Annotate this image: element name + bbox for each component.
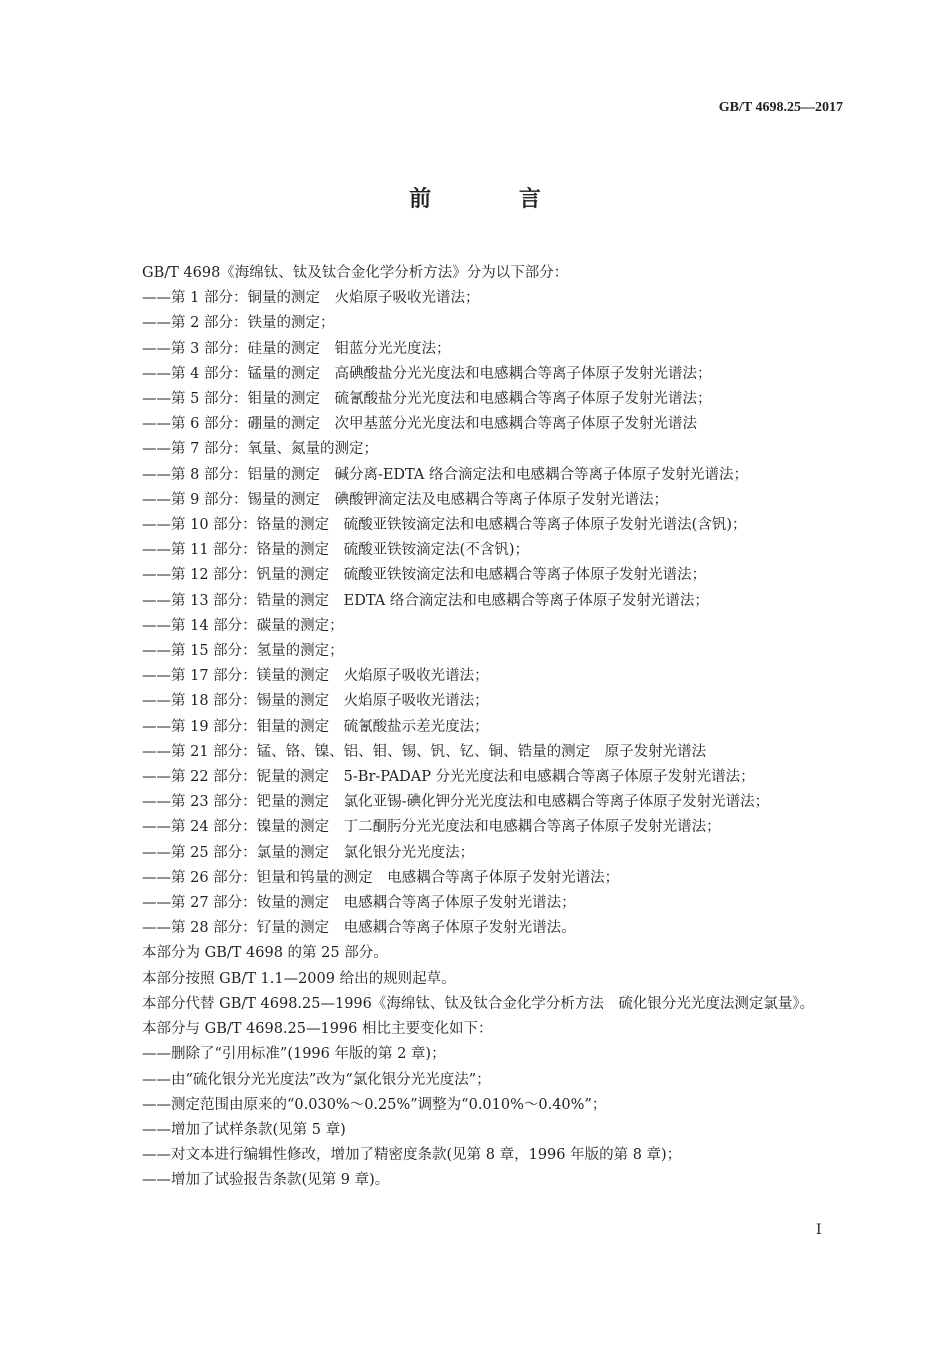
part-list-item: ——第 2 部分：铁量的测定； (142, 315, 335, 332)
part-list-item: ——第 27 部分：钕量的测定 电感耦合等离子体原子发射光谱法； (142, 895, 576, 912)
statement-drafting-rules: 本部分按照 GB/T 1.1—2009 给出的规则起草。 (142, 970, 456, 987)
intro-paragraph: GB/T 4698《海绵钛、钛及钛合金化学分析方法》分为以下部分： (142, 265, 569, 281)
change-list-item: ——由“硫化银分光光度法”改为“氯化银分光光度法”； (142, 1071, 491, 1088)
part-list-item: ——第 26 部分：钽量和钨量的测定 电感耦合等离子体原子发射光谱法； (142, 869, 620, 886)
part-list-item: ——第 8 部分：铝量的测定 碱分离-EDTA 络合滴定法和电感耦合等离子体原子发射光谱法； (142, 466, 749, 483)
part-list-item: ——第 5 部分：钼量的测定 硫氰酸盐分光光度法和电感耦合等离子体原子发射光谱法； (142, 391, 712, 408)
part-list-item: ——第 23 部分：钯量的测定 氯化亚锡-碘化钾分光光度法和电感耦合等离子体原子发射光谱法； (142, 794, 770, 811)
foreword-body (108, 261, 844, 1194)
statement-changes-intro: 本部分与 GB/T 4698.25—1996 相比主要变化如下： (142, 1021, 493, 1038)
changes-list (108, 1042, 844, 1193)
part-list-item: ——第 24 部分：镍量的测定 丁二酮肟分光光度法和电感耦合等离子体原子发射光谱法； (142, 819, 721, 836)
statement-replaces: 本部分代替 GB/T 4698.25—1996《海绵钛、钛及钛合金化学分析方法 硫化银分光光度法测定氯量》。 (142, 995, 815, 1012)
part-list-item: ——第 17 部分：镁量的测定 火焰原子吸收光谱法； (142, 668, 489, 685)
part-list-item: ——第 18 部分：锡量的测定 火焰原子吸收光谱法； (142, 693, 489, 710)
part-list-item: ——第 4 部分：锰量的测定 高碘酸盐分光光度法和电感耦合等离子体原子发射光谱法； (142, 365, 712, 382)
page-title: 前 言 (409, 186, 581, 212)
part-list-item: ——第 7 部分：氧量、氮量的测定； (142, 441, 378, 458)
part-list-item: ——第 25 部分：氯量的测定 氯化银分光光度法； (142, 844, 475, 861)
statement-part-number: 本部分为 GB/T 4698 的第 25 部分。 (142, 945, 388, 962)
part-list-item: ——第 13 部分：锆量的测定 EDTA 络合滴定法和电感耦合等离子体原子发射光谱法； (142, 592, 709, 609)
page-number: I (816, 1222, 822, 1238)
change-list-item: ——增加了试样条款(见第 5 章) (142, 1121, 346, 1138)
change-list-item: ——删除了“引用标准”(1996 年版的第 2 章)； (142, 1046, 446, 1063)
part-list-item: ——第 12 部分：钒量的测定 硫酸亚铁铵滴定法和电感耦合等离子体原子发射光谱法； (142, 567, 707, 584)
change-list-item: ——测定范围由原来的“0.030%～0.25%”调整为“0.010%～0.40%”； (142, 1096, 607, 1113)
part-list-item: ——第 11 部分：铬量的测定 硫酸亚铁铵滴定法(不含钒)； (142, 542, 529, 559)
part-list-item: ——第 19 部分：钼量的测定 硫氰酸盐示差光度法； (142, 718, 489, 735)
part-list-item: ——第 9 部分：锡量的测定 碘酸钾滴定法及电感耦合等离子体原子发射光谱法； (142, 491, 668, 508)
part-list-item: ——第 6 部分：硼量的测定 次甲基蓝分光光度法和电感耦合等离子体原子发射光谱法 (142, 416, 697, 433)
parts-list (108, 286, 844, 941)
change-list-item: ——增加了试验报告条款(见第 9 章)。 (142, 1172, 390, 1189)
part-list-item: ——第 15 部分：氢量的测定； (142, 643, 344, 660)
part-list-item: ——第 1 部分：铜量的测定 火焰原子吸收光谱法； (142, 290, 480, 307)
change-list-item: ——对文本进行编辑性修改，增加了精密度条款(见第 8 章，1996 年版的第 8 章)； (142, 1147, 682, 1164)
part-list-item: ——第 21 部分：锰、铬、镍、铝、钼、锡、钒、钇、铜、锆量的测定 原子发射光谱法 (142, 743, 707, 760)
part-list-item: ——第 10 部分：铬量的测定 硫酸亚铁铵滴定法和电感耦合等离子体原子发射光谱法(含钒)； (142, 517, 747, 534)
part-list-item: ——第 3 部分：硅量的测定 钼蓝分光光度法； (142, 340, 451, 357)
part-list-item: ——第 14 部分：碳量的测定； (142, 617, 344, 634)
standard-code-header: GB/T 4698.25—2017 (718, 100, 843, 115)
part-list-item: ——第 28 部分：钌量的测定 电感耦合等离子体原子发射光谱法。 (142, 920, 576, 937)
part-list-item: ——第 22 部分：铌量的测定 5-Br-PADAP 分光光度法和电感耦合等离子体原子发射光谱法； (142, 769, 755, 786)
